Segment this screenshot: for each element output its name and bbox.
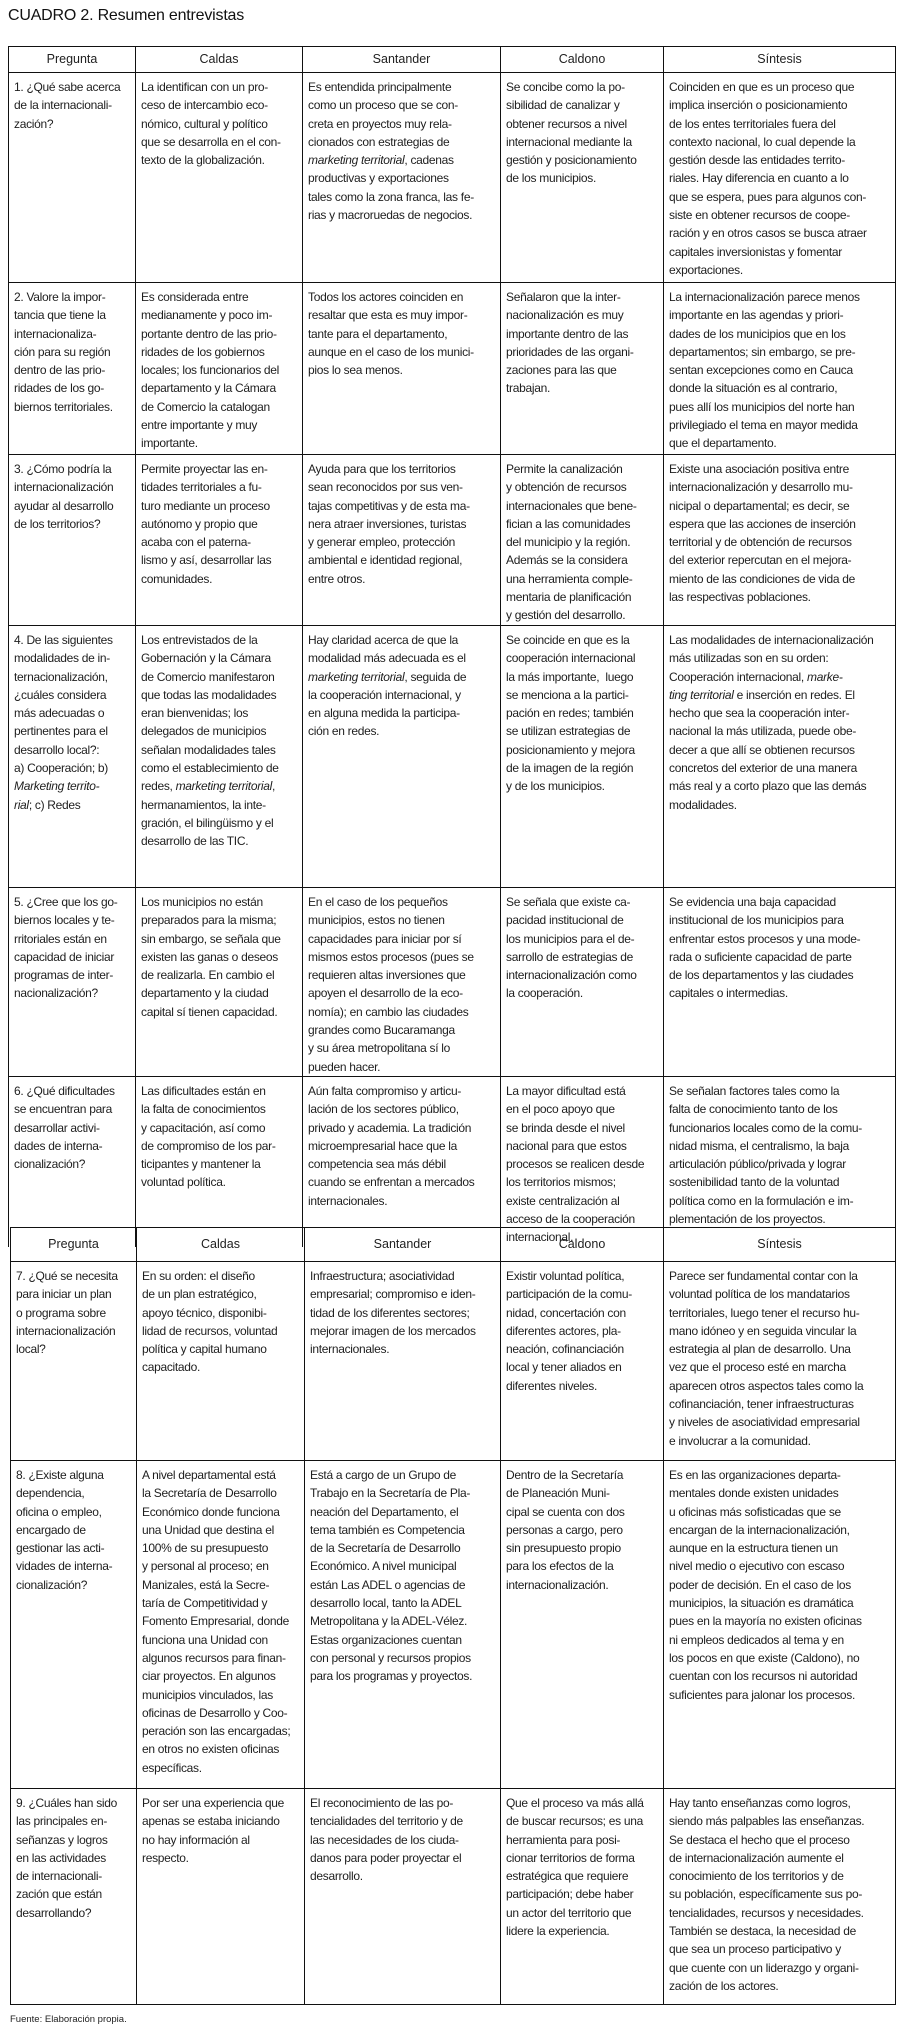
cell-text: Los entrevistados de la Gobernación y la Cámara de Comercio manifestaron que todas las modalidades eran bienvenidas; los delegados de municipios señalan modalidades tales como el establecimiento de redes, [141, 633, 279, 794]
cell-text: , seguida de la cooperación internacional, y en alguna medida la participa- ción en redes. [308, 669, 467, 739]
header-caldono: Caldono [501, 1228, 664, 1262]
cell-caldas [136, 626, 303, 888]
cell-caldono: Dentro de la Secretaría de Planeación Muni- cipal se cuenta con dos personas a cargo, pero sin presupuesto propio para los efectos de la internacionalización. [501, 1461, 664, 1789]
italic-term: marketing territorial [175, 779, 272, 794]
cell-caldas: A nivel departamental está la Secretaría de Desarrollo Económico donde funciona una Unidad que destina el 100% de su presupuesto y personal al proceso; en Manizales, está la Secre- taría de Competitividad y Fomento Empresarial, donde funciona una Unidad con algunos recursos para finan- ciar proyectos. En algunos municipios vinculados, las oficinas de Desarrollo y Coo- peración son las encargadas; en otros no existen oficinas específicas. [137, 1461, 305, 1789]
table-row [11, 1461, 896, 1789]
italic-term: marketing territorial [308, 669, 405, 684]
cell-sintesis [664, 626, 896, 888]
table-row [9, 626, 896, 888]
cell-pregunta: 1. ¿Qué sabe acerca de la internacionali- zación? [9, 73, 136, 283]
cell-santander: En el caso de los pequeños municipios, estos no tienen capacidades para iniciar por sí mismos estos procesos (pues se requieren altas inversiones que apoyen el desarrollo de la eco- nomía); en cambio las ciudades grandes como Bucaramanga y su área metropolitana sí lo pueden hacer. [303, 888, 501, 1077]
cell-sintesis: Hay tanto enseñanzas como logros, siendo más palpables las enseñanzas. Se destaca el hecho que el proceso de internacionalización aumente el conocimiento de los territorios y de su población, específicamente sus po- tencialidades, recursos y necesidades. También se destaca, la necesidad de que sea un proceso participativo y que cuente con un liderazgo y organi- zación de los actores. [664, 1789, 896, 2005]
cell-caldas: Es considerada entre medianamente y poco im- portante dentro de las prio- ridades de los gobiernos locales; los funcionarios del departamento y la Cámara de Comercio la catalogan entre importante y muy importante. [136, 283, 303, 455]
cell-caldono: Que el proceso va más allá de buscar recursos; es una herramienta para posi- cionar territorios de forma estratégica que requiere participación; debe haber un actor del territorio que lidere la experiencia. [501, 1789, 664, 2005]
table-row [9, 888, 896, 1077]
cell-text: Hay claridad acerca de que la modalidad más adecuada es el [308, 633, 466, 666]
table-row [11, 1789, 896, 2005]
cell-sintesis: Se evidencia una baja capacidad institucional de los municipios para enfrentar estos procesos y una mode- rada o suficiente capacidad de parte de los departamentos y las ciudades capitales o intermedias. [664, 888, 896, 1077]
cell-sintesis: Existe una asociación positiva entre internacionalización y desarrollo mu- nicipal o departamental; es decir, se espera que las acciones de inserción territorial y de obtención de recursos del exterior repercutan en el mejora- miento de las condiciones de vida de las respectivas poblaciones. [664, 455, 896, 626]
cell-pregunta: 7. ¿Qué se necesita para iniciar un plan o programa sobre internacionalización local? [11, 1262, 137, 1461]
source-note: Fuente: Elaboración propia. [10, 2014, 127, 2025]
header-caldono: Caldono [501, 47, 664, 73]
cell-text: , cadenas productivas y exportaciones tales como la zona franca, las fe- rias y macroruedas de negocios. [308, 153, 474, 223]
cell-pregunta: 6. ¿Qué dificultades se encuentran para desarrollar activi- dades de interna- cionalización? [9, 1076, 136, 1246]
cell-santander: Aún falta compromiso y articu- lación de los sectores público, privado y academia. La tradición microempresarial hace que la competencia sea más débil cuando se enfrentan a mercados internacionales. [303, 1076, 501, 1246]
cell-santander: Todos los actores coinciden en resaltar que esta es muy impor- tante para el departamento, aunque en el caso de los munici- pios lo sea menos. [303, 283, 501, 455]
italic-term: marke- ting territorial [669, 669, 843, 702]
interviews-table-part-1 [8, 46, 896, 1247]
cell-text: Las modalidades de internacionalización más utilizadas son en su orden: Cooperación internacional, [669, 633, 874, 684]
header-santander: Santander [303, 47, 501, 73]
cell-text: , hermanamientos, la inte- gración, el bilingüismo y el desarrollo de las TIC. [141, 779, 276, 849]
cell-caldono: La mayor dificultad está en el poco apoyo que se brinda desde el nivel nacional para que estos procesos se realicen desde los territorios mismos; existe centralización al acceso de la cooperación internacional. [501, 1076, 664, 1246]
italic-term: marketing territorial [308, 153, 405, 168]
cell-caldas: Los municipios no están preparados para la misma; sin embargo, se señala que existen las ganas o deseos de realizarla. En cambio el departamento y la ciudad capital sí tienen capacidad. [136, 888, 303, 1077]
header-santander: Santander [305, 1228, 501, 1262]
table-row [9, 73, 896, 283]
cell-pregunta: 8. ¿Existe alguna dependencia, oficina o empleo, encargado de gestionar las acti- vidades de interna- cionalización? [11, 1461, 137, 1789]
cell-caldas: Permite proyectar las en- tidades territoriales a fu- turo mediante un proceso autónomo y propio que acaba con el paterna- lismo y así, desarrollar las comunidades. [136, 455, 303, 626]
cell-caldas: En su orden: el diseño de un plan estratégico, apoyo técnico, disponibi- lidad de recursos, voluntad política y capital humano capacitado. [137, 1262, 305, 1461]
cell-pregunta: 3. ¿Cómo podría la internacionalización ayudar al desarrollo de los territorios? [9, 455, 136, 626]
table-row [9, 1076, 896, 1246]
cell-caldas: Por ser una experiencia que apenas se estaba iniciando no hay información al respecto. [137, 1789, 305, 2005]
header-sintesis: Síntesis [664, 1228, 896, 1262]
cell-santander: Infraestructura; asociatividad empresarial; compromiso e iden- tidad de los diferentes sectores; mejorar imagen de los mercados internacionales. [305, 1262, 501, 1461]
cell-pregunta: 5. ¿Cree que los go- biernos locales y te- rritoriales están en capacidad de iniciar programas de inter- nacionalización? [9, 888, 136, 1077]
cell-santander: El reconocimiento de las po- tencialidades del territorio y de las necesidades de los ciuda- danos para poder proyectar el desarrollo. [305, 1789, 501, 2005]
cell-sintesis: Coinciden en que es un proceso que implica inserción o posicionamiento de los entes territoriales fuera del contexto nacional, lo cual depende la gestión desde las entidades territo- riales. Hay diferencia en cuanto a lo que se espera, pues para algunos con- siste en obtener recursos de coope- ración y en otros casos se busca atraer capitales inversionistas y fomentar exportaciones. [664, 73, 896, 283]
cell-caldono: Permite la canalización y obtención de recursos internacionales que bene- fician a las comunidades del municipio y la región. Además se la considera una herramienta comple- mentaria de planificación y gestión del desarrollo. [501, 455, 664, 626]
table-row [9, 455, 896, 626]
cell-caldono: Se señala que existe ca- pacidad institucional de los municipios para el de- sarrollo de estrategias de internacionalización como la cooperación. [501, 888, 664, 1077]
header-row [11, 1228, 896, 1262]
header-pregunta: Pregunta [11, 1228, 137, 1262]
cell-caldono: Existir voluntad política, participación de la comu- nidad, concertación con diferentes actores, pla- neación, cofinanciación local y tener aliados en diferentes niveles. [501, 1262, 664, 1461]
cell-text: ; c) Redes [28, 797, 81, 812]
cell-caldono: Señalaron que la inter- nacionalización es muy importante dentro de las prioridades de las organi- zaciones para las que trabajan. [501, 283, 664, 455]
header-sintesis: Síntesis [664, 47, 896, 73]
cell-pregunta: 9. ¿Cuáles han sido las principales en- señanzas y logros en las actividades de internacionali- zación que están desarrollando? [11, 1789, 137, 2005]
cell-santander [303, 73, 501, 283]
interviews-table-part-2 [10, 1227, 896, 2005]
cell-text: Es entendida principalmente como un proceso que se con- creta en proyectos muy rela- cionados con estrategias de [308, 80, 458, 149]
italic-term: Marketing territo- rial [14, 779, 100, 812]
cell-santander [303, 626, 501, 888]
table-caption: CUADRO 2. Resumen entrevistas [8, 7, 245, 24]
table-row [11, 1262, 896, 1461]
cell-pregunta [9, 626, 136, 888]
table-row [9, 283, 896, 455]
cell-santander: Está a cargo de un Grupo de Trabajo en la Secretaría de Pla- neación del Departamento, el tema también es Competencia de la Secretaría de Desarrollo Económico. A nivel municipal están Las ADEL o agencias de desarrollo local, tanto la ADEL Metropolitana y la ADEL-Vélez. Estas organizaciones cuentan con personal y recursos propios para los programas y proyectos. [305, 1461, 501, 1789]
cell-caldas: La identifican con un pro- ceso de intercambio eco- nómico, cultural y político que se desarrolla en el con- texto de la globalización. [136, 73, 303, 283]
cell-caldono: Se coincide en que es la cooperación internacional la más importante, luego se menciona a la partici- pación en redes; también se utilizan estrategias de posicionamiento y mejora de la imagen de la región y de los municipios. [501, 626, 664, 888]
cell-text: e inserción en redes. El hecho que sea la cooperación inter- nacional la más utilizada, puede obe- decer a que allí se obtienen recursos concretos del exterior de una manera más real y a corto plazo que las demás modalidades. [669, 687, 867, 812]
cell-pregunta: 2. Valore la impor- tancia que tiene la internacionaliza- ción para su región dentro de las prio- ridades de los go- biernos territoriales. [9, 283, 136, 455]
cell-text: 4. De las siguientes modalidades de in- ternacionalización, ¿cuáles considera más adecuadas o pertinentes para el desarrollo local?: a) Cooperación; b) [14, 633, 113, 776]
cell-caldas: Las dificultades están en la falta de conocimientos y capacitación, así como de compromiso de los par- ticipantes y mantener la voluntad política. [136, 1076, 303, 1246]
header-row [9, 47, 896, 73]
header-caldas: Caldas [136, 47, 303, 73]
cell-sintesis: Parece ser fundamental contar con la voluntad política de los mandatarios territoriales, luego tener el recurso hu- mano idóneo y en seguida vincular la estrategia al plan de desarrollo. Una vez que el proceso esté en marcha aparecen otros aspectos tales como la cofinanciación, tener infraestructuras y niveles de asociatividad empresarial e involucrar a la comunidad. [664, 1262, 896, 1461]
cell-sintesis: Se señalan factores tales como la falta de conocimiento tanto de los funcionarios locales como de la comu- nidad misma, el centralismo, la baja articulación público/privada y lograr sostenibilidad tanto de la voluntad política como en la formulación e im- plementación de los proyectos. [664, 1076, 896, 1246]
cell-santander: Ayuda para que los territorios sean reconocidos por sus ven- tajas competitivas y de esta ma- nera atraer inversiones, turistas y generar empleo, protección ambiental e identidad regional, entre otros. [303, 455, 501, 626]
cell-sintesis: La internacionalización parece menos importante en las agendas y priori- dades de los municipios que en los departamentos; sin embargo, se pre- sentan excepciones como en Cauca donde la situación es al contrario, pues allí los municipios del norte han privilegiado el tema en mayor medida que el departamento. [664, 283, 896, 455]
cell-sintesis: Es en las organizaciones departa- mentales donde existen unidades u oficinas más sofisticadas que se encargan de la internacionalización, aunque en la estructura tienen un nivel medio o ejecutivo con escaso poder de decisión. En el caso de los municipios, la situación es dramática pues en la mayoría no existen oficinas ni empleos dedicados al tema y en los pocos en que existe (Caldono), no cuentan con los recursos ni autoridad suficientes para jalonar los procesos. [664, 1461, 896, 1789]
header-caldas: Caldas [137, 1228, 305, 1262]
header-pregunta: Pregunta [9, 47, 136, 73]
cell-caldono: Se concibe como la po- sibilidad de canalizar y obtener recursos a nivel internacional mediante la gestión y posicionamiento de los municipios. [501, 73, 664, 283]
